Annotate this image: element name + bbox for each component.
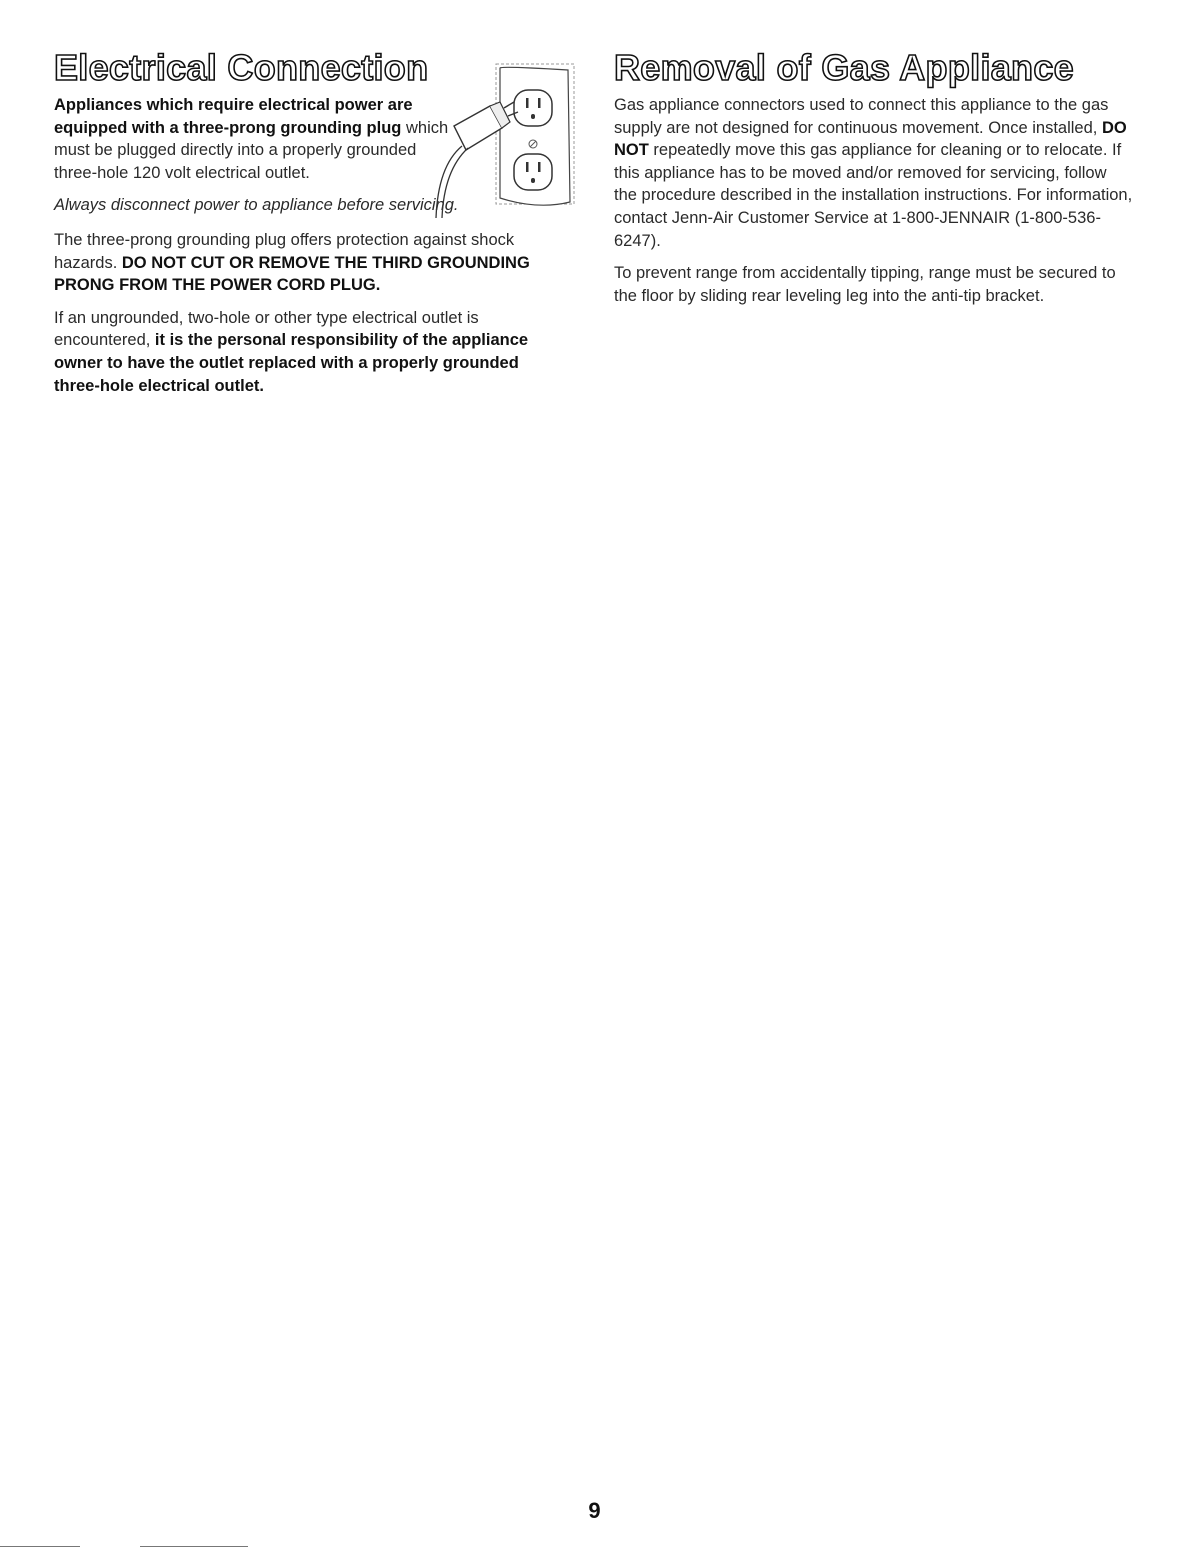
grounding-warning-bold: DO NOT CUT OR REMOVE THE THIRD GROUNDING PRONG FROM THE POWER CORD PLUG. bbox=[54, 253, 530, 295]
footer-rule bbox=[140, 1546, 248, 1547]
disconnect-warning: Always disconnect power to appliance before servicing. bbox=[54, 196, 459, 215]
ungrounded-paragraph bbox=[54, 307, 554, 397]
do-not-bold: DO NOT bbox=[614, 118, 1127, 160]
grounding-paragraph bbox=[54, 229, 554, 297]
ungrounded-text: If an ungrounded, two-hole or other type electrical outlet is encountered, bbox=[54, 308, 479, 350]
gas-connector-text-a: Gas appliance connectors used to connect this appliance to the gas supply are not designed for continuous movement. Once installed, bbox=[614, 96, 1109, 137]
gas-connector-text-b: repeatedly move this gas appliance for cleaning or to relocate. If this appliance has to be moved and/or removed for servicing, follow the procedure described in the installation instructions. For information, contact Jenn-Air Customer Service at 1-800-JENNAIR (1-800-536-6247). bbox=[614, 141, 1133, 250]
gas-appliance-removal-section bbox=[614, 48, 1134, 317]
intro-rest-text: which must be plugged directly into a properly grounded three-hole 120 volt electrical outlet. bbox=[54, 118, 449, 182]
gas-removal-title: Removal of Gas Appliance bbox=[614, 47, 1074, 88]
page-number: 9 bbox=[588, 1498, 601, 1523]
outlet-plug-icon bbox=[418, 58, 578, 218]
intro-bold-text: Appliances which require electrical power are equipped with a three-prong grounding plug bbox=[54, 96, 413, 137]
owner-responsibility-bold: it is the personal responsibility of the appliance owner to have the outlet replaced with a properly grounded three-hole electrical outlet. bbox=[54, 331, 529, 395]
grounding-text: The three-prong grounding plug offers protection against shock hazards. bbox=[54, 230, 515, 272]
gas-connector-paragraph bbox=[614, 94, 1134, 252]
intro-paragraph bbox=[54, 94, 454, 184]
footer-rule bbox=[0, 1546, 80, 1547]
electrical-connection-title: Electrical Connection bbox=[54, 47, 429, 88]
anti-tip-paragraph: To prevent range from accidentally tipping, range must be secured to the floor by sliding rear leveling leg into the anti-tip bracket. bbox=[614, 264, 1116, 305]
